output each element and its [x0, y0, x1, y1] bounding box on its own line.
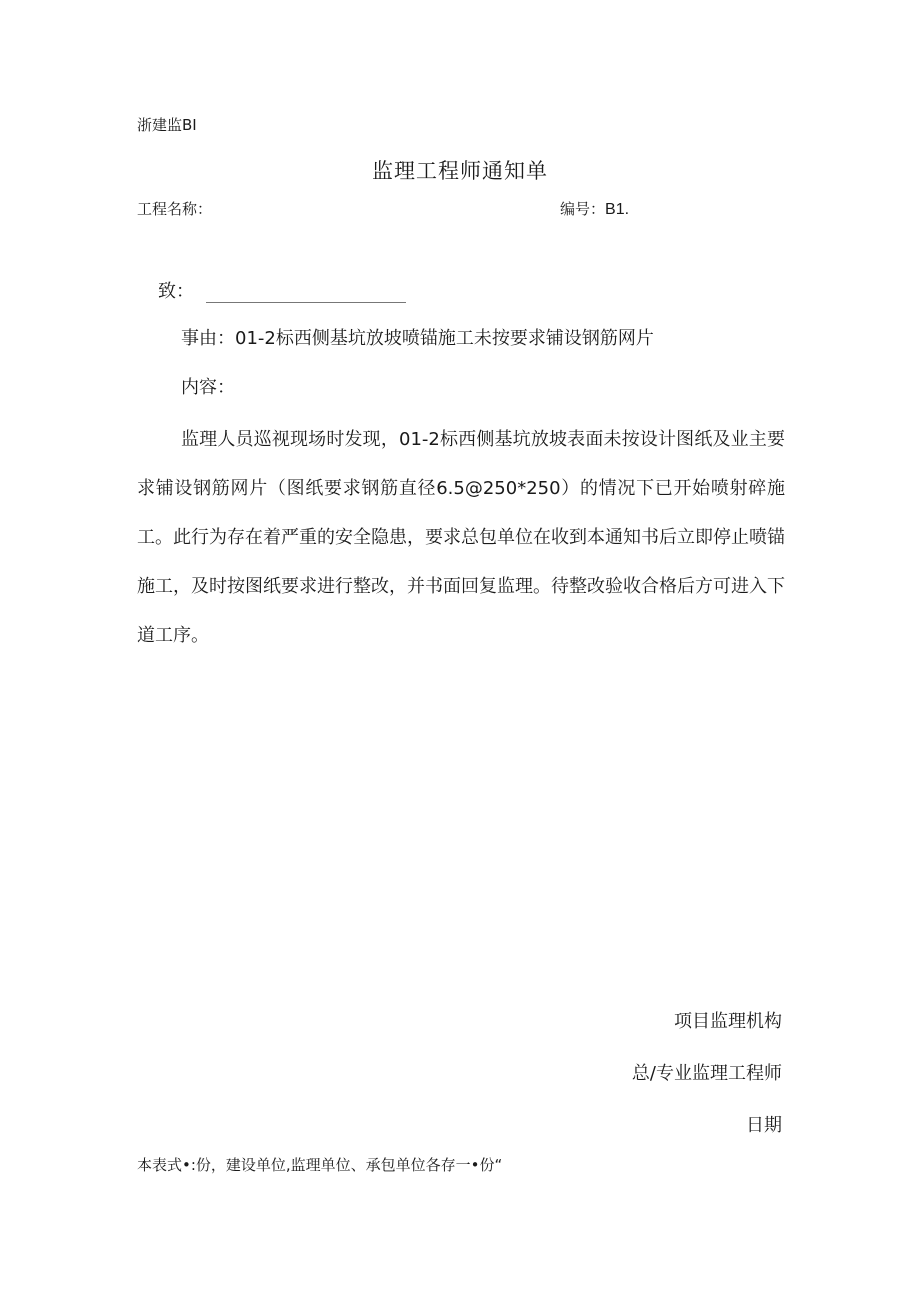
document-number	[560, 198, 629, 219]
supervision-organization: 项目监理机构	[674, 1011, 782, 1032]
number-label: 编号：	[560, 200, 606, 218]
signature-date: 日期	[746, 1115, 782, 1136]
footer-note: 本表式•:份，建设单位,监理单位、承包单位各存一•份“	[137, 1156, 503, 1174]
project-name-label: 工程名称：	[137, 200, 213, 218]
notice-content: 监理人员巡视现场时发现，01-2标西侧基坑放坡表面未按设计图纸及业主要求铺设钢筋网片（图纸要求钢筋直径6.5@250*250）的情况下已开始喷射碎施工。此行为存在着严重的安全隐患，要求总包单位在收到本通知书后立即停止喷锚施工，及时按图纸要求进行整改，并书面回复监理。待整改验收合格后方可进入下道工序。	[137, 429, 785, 646]
document-title: 监理工程师通知单	[372, 159, 548, 183]
recipient-label: 致：	[158, 281, 194, 302]
recipient-line	[158, 277, 406, 303]
supervising-engineer: 总/专业监理工程师	[631, 1063, 782, 1084]
recipient-blank	[206, 284, 406, 303]
number-value: B1.	[605, 201, 630, 218]
form-code: 浙建监BI	[137, 116, 197, 134]
content-label: 内容：	[181, 377, 235, 398]
notice-reason: 事由：01-2标西侧基坑放坡喷锚施工未按要求铺设钢筋网片	[181, 328, 654, 349]
